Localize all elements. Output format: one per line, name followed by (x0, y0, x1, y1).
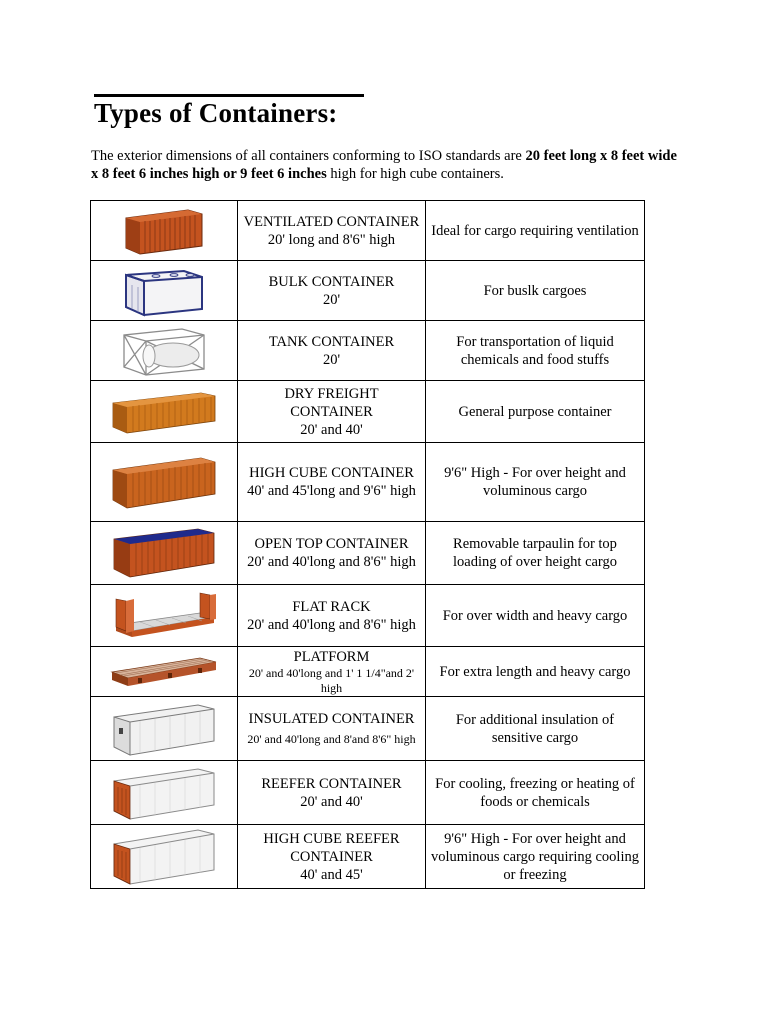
container-size: 20' (322, 291, 341, 308)
container-description: General purpose container (426, 381, 645, 443)
open-top-container-icon (110, 525, 218, 581)
table-row (91, 201, 645, 261)
table-row (91, 522, 645, 585)
bulk-container-icon (118, 265, 210, 317)
container-types-table (90, 200, 645, 889)
container-description: Ideal for cargo requiring ventilation (426, 201, 645, 261)
container-size: 20' and 40'long and 1' 1 1/4"and 2' high (248, 665, 415, 695)
container-description: Removable tarpaulin for top loading of over height cargo (426, 522, 645, 585)
title-rule (94, 94, 364, 97)
container-description: For buslk cargoes (426, 261, 645, 321)
high-cube-container-icon (109, 454, 219, 510)
container-description: For extra length and heavy cargo (426, 647, 645, 697)
intro-text-end: high for high cube containers. (326, 166, 504, 182)
container-name: PLATFORM (293, 648, 370, 665)
table-row (91, 585, 645, 647)
table-row (91, 647, 645, 697)
container-name: DRY FREIGHT CONTAINER (284, 385, 379, 420)
intro-text: The exterior dimensions of all containers conforming to ISO standards are (91, 148, 526, 164)
container-name: TANK CONTAINER (268, 333, 395, 350)
page-title: Types of Containers: (94, 98, 338, 128)
container-size: 40' and 45' (300, 866, 363, 883)
flat-rack-icon (110, 589, 218, 643)
container-description: For additional insulation of sensitive cargo (426, 697, 645, 761)
ventilated-container-icon (118, 206, 210, 256)
intro-dimensions: 20 feet long x 8 feet wide x 8 feet 6 inches high or 9 feet 6 inches (91, 148, 677, 182)
table-row (91, 261, 645, 321)
container-description: 9'6" High - For over height and voluminous cargo (426, 443, 645, 522)
table-row (91, 697, 645, 761)
container-name: REEFER CONTAINER (261, 775, 402, 792)
reefer-container-icon (110, 765, 218, 821)
container-name: HIGH CUBE REEFER CONTAINER (263, 830, 400, 865)
table-row (91, 321, 645, 381)
insulated-container-icon (110, 701, 218, 757)
container-size: 20' and 40' (300, 421, 363, 438)
container-size: 20' and 40'long and 8'and 8'6" high (247, 732, 416, 746)
container-name: FLAT RACK (292, 598, 371, 615)
container-description: For over width and heavy cargo (426, 585, 645, 647)
container-description: 9'6" High - For over height and voluminous cargo requiring cooling or freezing (426, 825, 645, 889)
table-row (91, 443, 645, 522)
container-size: 40' and 45'long and 9'6" high (247, 483, 416, 499)
container-size: 20' and 40' (300, 793, 363, 810)
container-size: 20' and 40'long and 8'6" high (247, 554, 416, 570)
container-name: HIGH CUBE CONTAINER (249, 465, 414, 481)
container-size: 20' and 40'long and 8'6" high (247, 616, 416, 633)
table-row (91, 825, 645, 889)
container-description: For transportation of liquid chemicals and food stuffs (426, 321, 645, 381)
container-description: For cooling, freezing or heating of foods or chemicals (426, 761, 645, 825)
table-row (91, 761, 645, 825)
container-name: VENTILATED CONTAINER (243, 213, 420, 230)
high-cube-reefer-container-icon (110, 828, 218, 886)
container-size: 20' (322, 351, 341, 368)
container-name: INSULATED CONTAINER (248, 711, 415, 727)
tank-container-icon (118, 325, 210, 377)
platform-icon (108, 652, 220, 692)
container-size: 20' long and 8'6" high (267, 231, 396, 248)
container-name: OPEN TOP CONTAINER (254, 536, 409, 552)
table-row (91, 381, 645, 443)
intro-paragraph (91, 147, 681, 183)
dry-freight-container-icon (109, 389, 219, 435)
container-name: BULK CONTAINER (268, 273, 395, 290)
